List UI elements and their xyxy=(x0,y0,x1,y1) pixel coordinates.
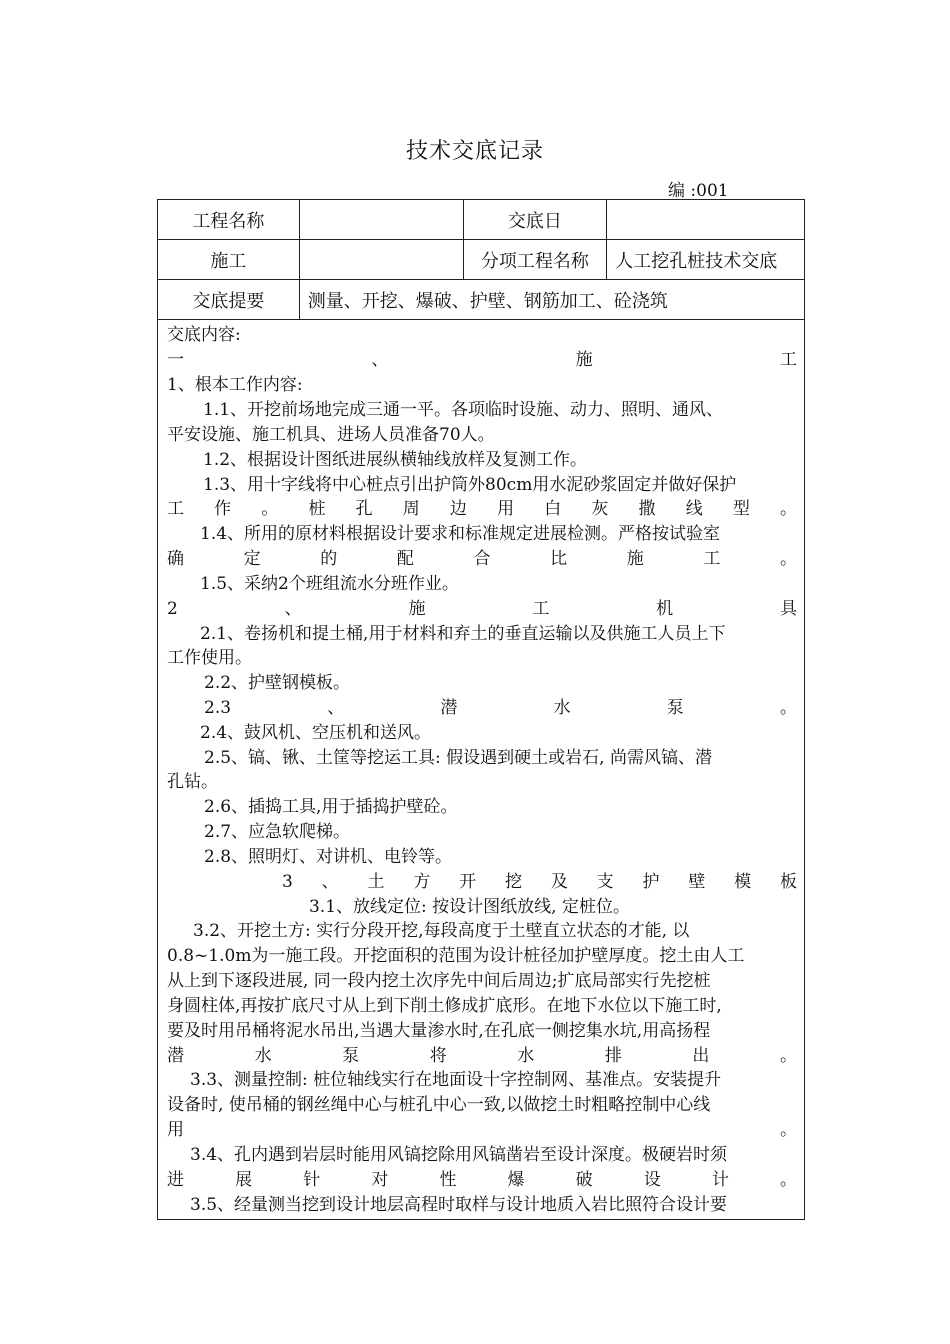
content-line: 2.2、护壁钢模板。 xyxy=(204,673,351,693)
content-line: 3.4、孔内遇到岩层时能用风镐挖除用风镐凿岩至设计深度。极硬岩时须 xyxy=(190,1145,728,1165)
content-line: 1.5、采纳2个班组流水分班作业。 xyxy=(200,574,459,594)
content-heading: 交底内容: xyxy=(167,325,241,345)
content-line: 确定的配合比施工。 xyxy=(167,549,797,569)
summary-value: 测量、开挖、爆破、护壁、钢筋加工、砼浇筑 xyxy=(299,280,804,320)
content-line: 要及时用吊桶将泥水吊出,当遇大量渗水时,在孔底一侧挖集水坑,用高扬程 xyxy=(167,1021,711,1041)
subsection-heading: 1、根本工作内容: xyxy=(167,375,303,395)
content-line: 2.1、卷扬机和提土桶,用于材料和弃土的垂直运输以及供施工人员上下 xyxy=(200,624,726,644)
subsection-heading: 3、土方开挖及支护壁模板 xyxy=(282,872,797,892)
project-name-label: 工程名称 xyxy=(158,200,300,240)
content-line: 3.3、测量控制: 桩位轴线实行在地面设十字控制网、基准点。安装提升 xyxy=(190,1070,722,1090)
construction-value xyxy=(299,240,463,280)
content-line: 1.1、开挖前场地完成三通一平。各项临时设施、动力、照明、通风、 xyxy=(203,400,724,420)
content-line: 2.6、插捣工具,用于插捣护壁砼。 xyxy=(204,797,458,817)
document-number: 编 :001 xyxy=(668,181,729,201)
content-line: 2.3、潜水泵。 xyxy=(204,698,797,718)
content-line: 进展针对性爆破设计。 xyxy=(167,1170,797,1190)
content-line: 孔钻。 xyxy=(167,772,218,792)
header-row-1 xyxy=(158,200,805,240)
content-line: 身圆柱体,再按扩底尺寸从上到下削土修成扩底形。在地下水位以下施工时, xyxy=(167,996,722,1016)
content-line: 3.1、放线定位: 按设计图纸放线, 定桩位。 xyxy=(309,897,630,917)
content-line: 2.8、照明灯、对讲机、电铃等。 xyxy=(204,847,453,867)
content-line: 用。 xyxy=(167,1120,797,1140)
page-title: 技术交底记录 xyxy=(405,139,544,164)
content-line: 从上到下逐段进展, 同一段内挖土次序先中间后周边;扩底局部实行先挖桩 xyxy=(167,971,711,991)
content-line: 1.3、用十字线将中心桩点引出护筒外80cm用水泥砂浆固定并做好保护 xyxy=(203,475,737,495)
content-line: 3.5、经量测当挖到设计地层高程时取样与设计地质入岩比照符合设计要 xyxy=(190,1195,728,1215)
content-line: 3.2、开挖土方: 实行分段开挖,每段高度于土壁直立状态的才能, 以 xyxy=(193,921,690,941)
subsection-heading: 2、施工机具 xyxy=(167,599,797,619)
header-row-2 xyxy=(158,240,805,280)
content-line: 平安设施、施工机具、进场人员准备70人。 xyxy=(167,425,495,445)
summary-label: 交底提要 xyxy=(158,280,300,320)
subitem-name-label: 分项工程名称 xyxy=(463,240,607,280)
date-value xyxy=(607,200,805,240)
subitem-name-value: 人工挖孔桩技术交底 xyxy=(607,240,805,280)
content-line: 2.7、应急软爬梯。 xyxy=(204,822,351,842)
date-label: 交底日 xyxy=(463,200,607,240)
content-line: 0.8~1.0m为一施工段。开挖面积的范围为设计桩径加护壁厚度。挖土由人工 xyxy=(167,946,745,966)
content-line: 潜水泵将水排出。 xyxy=(167,1046,797,1066)
content-line: 工作。桩孔周边用白灰撒线型。 xyxy=(167,499,797,519)
section-heading: 一、施工 xyxy=(167,350,797,370)
construction-label: 施工 xyxy=(158,240,300,280)
content-line: 2.4、鼓风机、空压机和送风。 xyxy=(200,723,432,743)
content-line: 工作使用。 xyxy=(167,648,252,668)
content-line: 设备时, 使吊桶的钢丝绳中心与桩孔中心一致,以做挖土时粗略控制中心线 xyxy=(167,1095,711,1115)
project-name-value xyxy=(299,200,463,240)
content-line: 2.5、镐、锹、土筐等挖运工具: 假设遇到硬土或岩石, 尚需风镐、潜 xyxy=(204,748,712,768)
content-line: 1.4、所用的原材料根据设计要求和标准规定进展检测。严格按试验室 xyxy=(200,524,721,544)
content-line: 1.2、根据设计图纸进展纵横轴线放样及复测工作。 xyxy=(203,450,588,470)
